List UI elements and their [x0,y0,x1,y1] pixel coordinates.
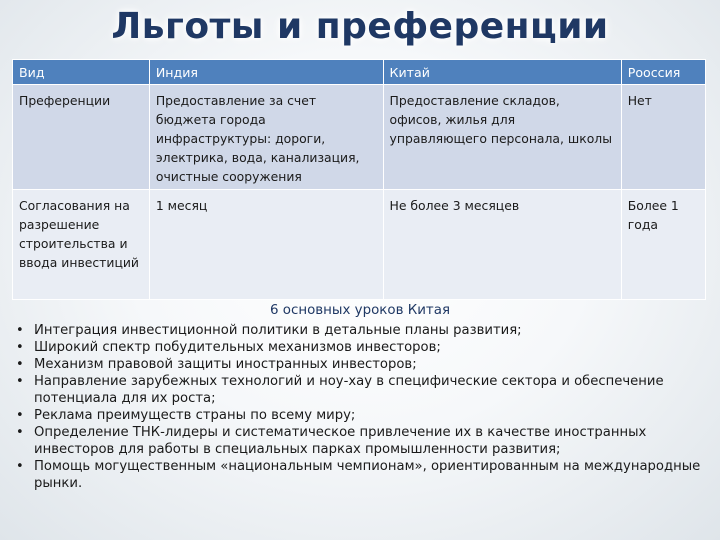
bullet-icon: • [16,408,24,423]
list-item [14,407,714,424]
table-cell: Не более 3 месяцев [383,190,621,300]
lessons-list [14,322,714,492]
header-cell: Индия [149,60,383,85]
list-item [14,424,714,458]
bullet-icon: • [16,459,24,474]
header-cell: Роосcия [621,60,705,85]
list-item-text: Помощь могущественным «национальным чемпионам», ориентированным на международные рынки. [34,459,701,491]
list-item [14,373,714,407]
list-item-text: Направление зарубежных технологий и ноу-хау в специфические сектора и обеспечение потенциала для их роста; [34,374,664,406]
table-row [13,85,706,190]
header-cell: Вид [13,60,150,85]
list-item [14,322,714,339]
list-item [14,339,714,356]
table-cell: Более 1 года [621,190,705,300]
list-item-text: Широкий спектр побудительных механизмов инвесторов; [34,340,441,355]
header-cell: Китай [383,60,621,85]
table-cell: Предоставление складов, офисов, жилья для управляющего персонала, школы [383,85,621,190]
list-item [14,356,714,373]
table-cell: Согласования на разрешение строительства и ввода инвестиций [13,190,150,300]
table-header-row [13,60,706,85]
table-cell: Преференции [13,85,150,190]
list-item-text: Определение ТНК-лидеры и систематическое привлечение их в качестве иностранных инвесторов для работы в специальных парках промышленности развития; [34,425,647,457]
benefits-table [12,59,706,300]
lessons-title: 6 основных уроков Китая [270,303,450,318]
list-item [14,458,714,492]
bullet-icon: • [16,374,24,389]
bullet-icon: • [16,357,24,372]
list-item-text: Механизм правовой защиты иностранных инвесторов; [34,357,417,372]
table-cell: Предоставление за счет бюджета города инфраструктуры: дороги, электрика, вода, канализация, очистные сооружения [149,85,383,190]
table-row [13,190,706,300]
table-cell: Нет [621,85,705,190]
bullet-icon: • [16,340,24,355]
table-cell: 1 месяц [149,190,383,300]
list-item-text: Реклама преимуществ страны по всему миру; [34,408,356,423]
list-item-text: Интеграция инвестиционной политики в детальные планы развития; [34,323,522,338]
bullet-icon: • [16,425,24,440]
bullet-icon: • [16,323,24,338]
page-title: Льготы и преференции [111,6,609,47]
